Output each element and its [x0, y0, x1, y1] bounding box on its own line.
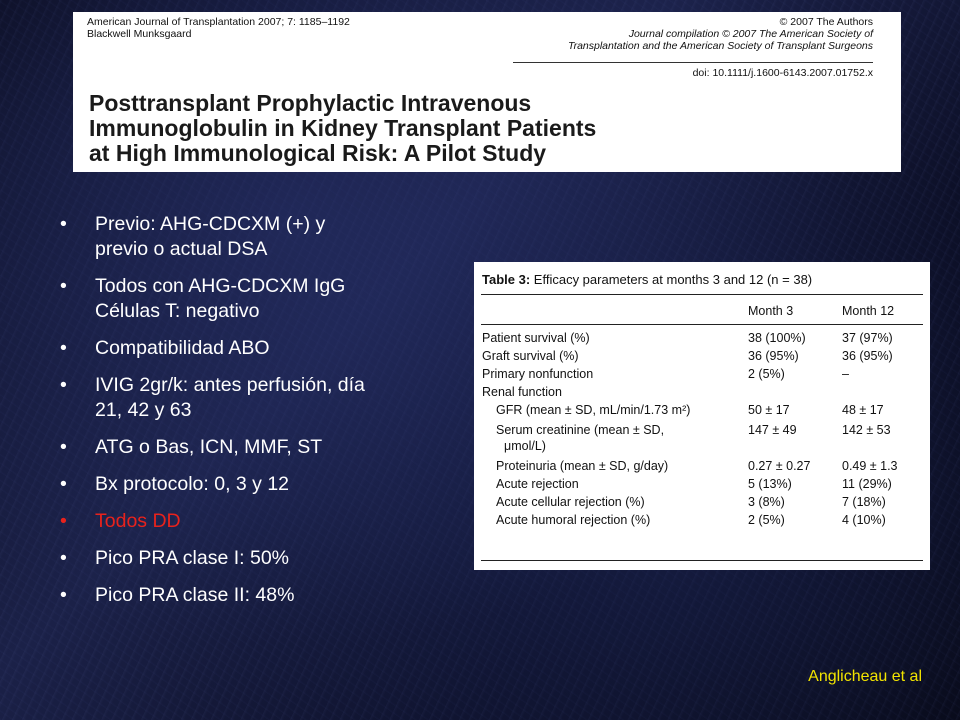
- bullet-item: [60, 212, 460, 262]
- row-label: Graft survival (%): [482, 349, 579, 363]
- journal-info: [87, 16, 350, 40]
- article-title-line: at High Immunological Risk: A Pilot Study: [89, 140, 547, 166]
- bullet-text: Bx protocolo: 0, 3 y 12: [95, 473, 290, 495]
- bullet-dot-icon: •: [60, 584, 67, 606]
- table-row: [482, 422, 930, 438]
- bullet-text-continued: 21, 42 y 63: [95, 399, 192, 421]
- cell-month-12: 7 (18%): [842, 495, 886, 509]
- doi: doi: 10.1111/j.1600-6143.2007.01752.x: [692, 67, 873, 79]
- bullet-text: IVIG 2gr/k: antes perfusión, día: [95, 374, 365, 396]
- bullet-dot-icon: •: [60, 213, 67, 235]
- bullet-item: [60, 546, 460, 571]
- article-title: [89, 91, 596, 166]
- cell-month-12: 11 (29%): [842, 477, 892, 491]
- table-row: [482, 348, 930, 364]
- bullet-text: Todos con AHG-CDCXM IgG: [95, 275, 346, 297]
- article-title-line: Posttransplant Prophylactic Intravenous: [89, 90, 532, 116]
- bullet-dot-icon: •: [60, 374, 67, 396]
- bullet-text-continued: previo o actual DSA: [95, 238, 268, 260]
- cell-month-3: 0.27 ± 0.27: [748, 459, 811, 473]
- bullet-dot-icon: •: [60, 473, 67, 495]
- row-label: Renal function: [482, 385, 562, 399]
- bullet-item: [60, 274, 460, 324]
- cell-month-12: 4 (10%): [842, 513, 886, 527]
- cell-month-12: 142 ± 53: [842, 423, 891, 437]
- table-header-rule: [481, 324, 923, 325]
- cell-month-3: 2 (5%): [748, 367, 785, 381]
- table-row: [482, 438, 930, 454]
- table-row: [482, 402, 930, 418]
- citation: Anglicheau et al: [808, 668, 922, 685]
- cell-month-12: –: [842, 367, 849, 381]
- bullet-dot-icon: •: [60, 547, 67, 569]
- bullet-text: Todos DD: [95, 510, 181, 532]
- bullet-text: Pico PRA clase I: 50%: [95, 547, 290, 569]
- bullet-item: [60, 509, 460, 534]
- row-label: Acute rejection: [496, 477, 579, 491]
- bullet-dot-icon: •: [60, 275, 67, 297]
- article-header-image: [73, 12, 901, 172]
- compilation-line: Journal compilation © 2007 The American Society of: [628, 28, 873, 40]
- table-row: [482, 366, 930, 382]
- cell-month-3: 50 ± 17: [748, 403, 790, 417]
- table-row: [482, 458, 930, 474]
- bullet-text: Compatibilidad ABO: [95, 337, 270, 359]
- cell-month-12: 37 (97%): [842, 331, 893, 345]
- row-label: GFR (mean ± SD, mL/min/1.73 m²): [496, 403, 691, 417]
- cell-month-3: 36 (95%): [748, 349, 799, 363]
- table-caption: [482, 272, 812, 287]
- table-row: [482, 512, 930, 528]
- table-row: [482, 494, 930, 510]
- table-label: Table 3:: [482, 272, 531, 287]
- bullet-item: [60, 583, 460, 608]
- bullet-dot-icon: •: [60, 510, 67, 532]
- table-bottom-rule: [481, 560, 923, 561]
- row-label: Primary nonfunction: [482, 367, 594, 381]
- bullet-dot-icon: •: [60, 337, 67, 359]
- bullet-item: [60, 435, 460, 460]
- cell-month-3: 38 (100%): [748, 331, 806, 345]
- copyright-info: [568, 16, 873, 52]
- cell-month-3: 5 (13%): [748, 477, 792, 491]
- table-row: [482, 384, 930, 400]
- header-divider: [513, 62, 873, 63]
- copyright-line: © 2007 The Authors: [779, 16, 873, 28]
- row-label: Serum creatinine (mean ± SD,: [496, 423, 665, 437]
- bullet-item: [60, 336, 460, 361]
- column-header-month-3: Month 3: [748, 304, 794, 318]
- column-header-month-12: Month 12: [842, 304, 895, 318]
- criteria-bullet-list: [60, 212, 460, 620]
- table-caption-text: Efficacy parameters at months 3 and 12 (n = 38): [533, 272, 813, 287]
- cell-month-12: 0.49 ± 1.3: [842, 459, 898, 473]
- table-row: [482, 476, 930, 492]
- cell-month-3: 2 (5%): [748, 513, 785, 527]
- bullet-text: ATG o Bas, ICN, MMF, ST: [95, 436, 323, 458]
- bullet-dot-icon: •: [60, 436, 67, 458]
- bullet-item: [60, 472, 460, 497]
- cell-month-12: 48 ± 17: [842, 403, 884, 417]
- cell-month-3: 147 ± 49: [748, 423, 797, 437]
- journal-citation: American Journal of Transplantation 2007; 7: 1185–1192: [87, 16, 350, 28]
- cell-month-3: 3 (8%): [748, 495, 785, 509]
- bullet-text: Pico PRA clase II: 48%: [95, 584, 295, 606]
- table-top-rule: [481, 294, 923, 295]
- cell-month-12: 36 (95%): [842, 349, 893, 363]
- efficacy-table: [474, 262, 930, 570]
- row-label: Acute cellular rejection (%): [496, 495, 645, 509]
- row-label: Patient survival (%): [482, 331, 590, 345]
- society-line: Transplantation and the American Society of Transplant Surgeons: [567, 40, 873, 52]
- article-title-line: Immunoglobulin in Kidney Transplant Patients: [89, 115, 597, 141]
- bullet-item: [60, 373, 460, 423]
- row-label: Proteinuria (mean ± SD, g/day): [496, 459, 669, 473]
- row-label: μmol/L): [504, 439, 546, 453]
- publisher: Blackwell Munksgaard: [87, 28, 192, 40]
- table-row: [482, 330, 930, 346]
- bullet-text-continued: Células T: negativo: [95, 300, 260, 322]
- row-label: Acute humoral rejection (%): [496, 513, 651, 527]
- bullet-text: Previo: AHG-CDCXM (+) y: [95, 213, 326, 235]
